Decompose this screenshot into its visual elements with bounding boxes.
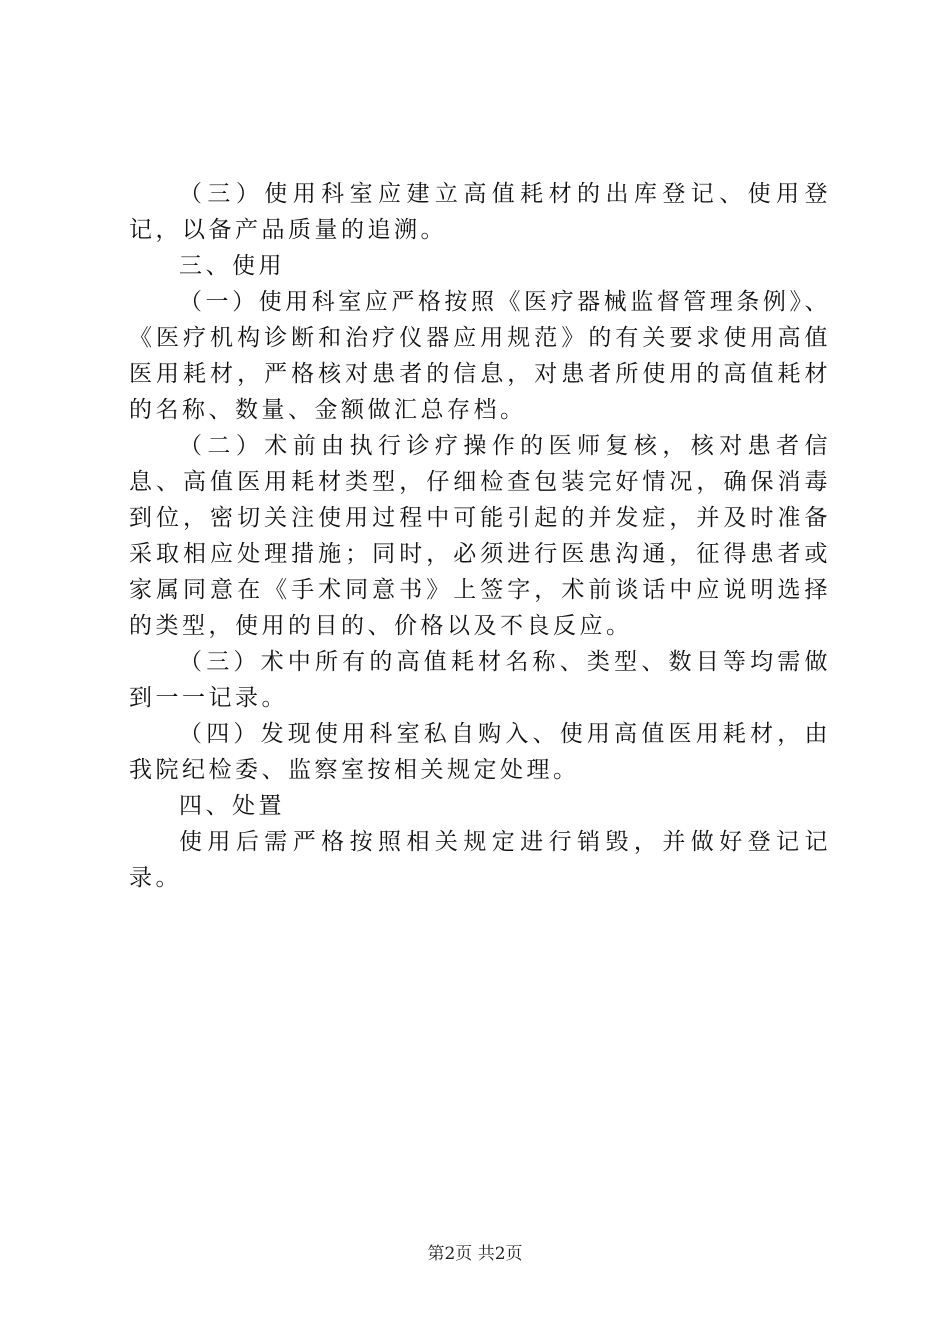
paragraph-4: （三）术中所有的高值耗材名称、类型、数目等均需做到一一记录。: [129, 649, 831, 711]
paragraph-5: （四）发现使用科室私自购入、使用高值医用耗材，由我院纪检委、监察室按相关规定处理。: [129, 721, 831, 783]
paragraph-2: （一）使用科室应严格按照《医疗器械监督管理条例》、《医疗机构诊断和治疗仪器应用规范》的有关要求使用高值医用耗材，严格核对患者的信息，对患者所使用的高值耗材的名称、数量、金额做汇总存档。: [129, 289, 831, 423]
page-footer: 第2页 共2页: [427, 1244, 523, 1264]
section-heading-disposal: 四、处置: [179, 793, 285, 819]
section-heading-usage: 三、使用: [179, 253, 285, 279]
paragraph-1: （三）使用科室应建立高值耗材的出库登记、使用登记，以备产品质量的追溯。: [129, 181, 831, 243]
document-body: [129, 176, 831, 896]
paragraph-6: 使用后需严格按照相关规定进行销毁，并做好登记记录。: [129, 829, 831, 891]
paragraph-3: （二）术前由执行诊疗操作的医师复核，核对患者信息、高值医用耗材类型，仔细检查包装完好情况，确保消毒到位，密切关注使用过程中可能引起的并发症，并及时准备采取相应处理措施；同时，必须进行医患沟通，征得患者或家属同意在《手术同意书》上签字，术前谈话中应说明选择的类型，使用的目的、价格以及不良反应。: [129, 433, 831, 639]
